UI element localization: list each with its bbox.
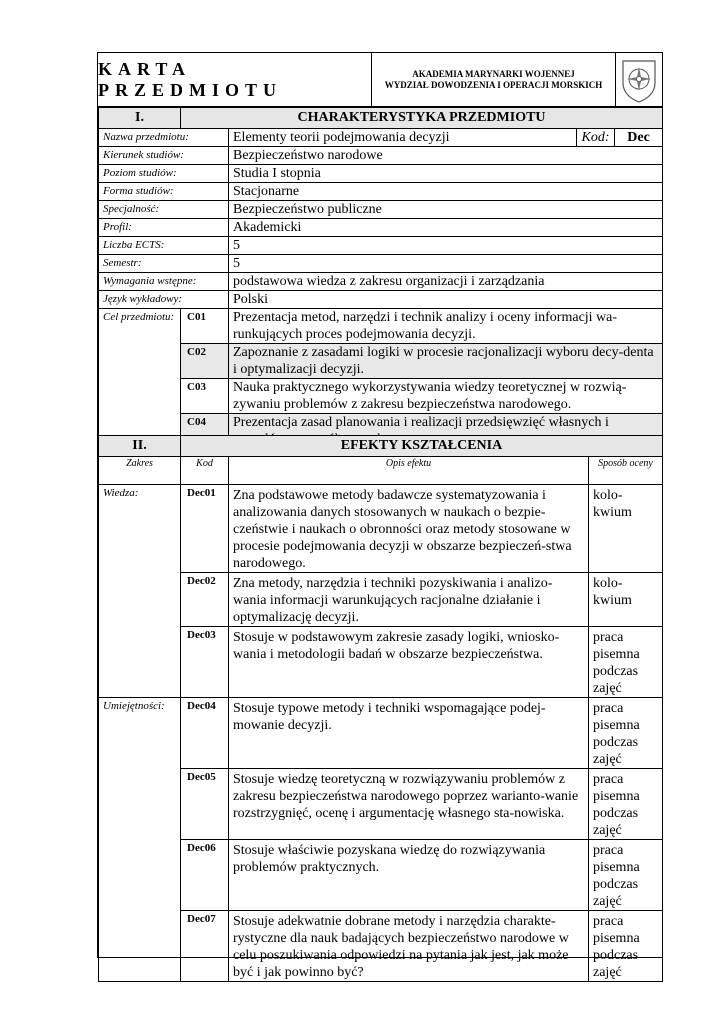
goal-code: C02 xyxy=(181,344,229,379)
column-header-code: Kod xyxy=(181,457,229,485)
effect-description: Stosuje wiedzę teoretyczną w rozwiązywaniu problemów z zakresu bezpieczeństwa narodowego poprzez warianto-wanie rozstrzygnięć, ocenę i argumentację własnego sta-nowiska. xyxy=(229,769,589,840)
field-value: Stacjonarne xyxy=(229,183,663,201)
field-value: 5 xyxy=(229,237,663,255)
effect-code: Dec05 xyxy=(181,769,229,840)
card-title: KARTA PRZEDMIOTU xyxy=(98,53,372,106)
effect-description: Stosuje typowe metody i techniki wspomagające podej-mowanie decyzji. xyxy=(229,698,589,769)
field-value: Studia I stopnia xyxy=(229,165,663,183)
course-code-value: Dec xyxy=(615,129,663,147)
scope-knowledge: Wiedza: xyxy=(99,485,181,698)
effect-code: Dec04 xyxy=(181,698,229,769)
section-2-title: EFEKTY KSZTAŁCENIA xyxy=(181,436,663,457)
field-value: Akademicki xyxy=(229,219,663,237)
institution-line-2: WYDZIAŁ DOWODZENIA I OPERACJI MORSKICH xyxy=(384,79,603,90)
effect-method: kolo-kwium xyxy=(589,485,663,573)
course-code-label: Kod: xyxy=(577,129,615,147)
course-card xyxy=(97,52,663,980)
effect-code: Dec06 xyxy=(181,840,229,911)
goal-text: Prezentacja zasad planowania i realizacji przedsięwzięć własnych i xyxy=(229,414,663,449)
field-label: Wymagania wstępne: xyxy=(99,273,229,291)
field-value: Polski xyxy=(229,291,663,309)
section-1-table xyxy=(98,107,663,449)
field-label: Specjalność: xyxy=(99,201,229,219)
field-label: Język wykładowy: xyxy=(99,291,229,309)
effect-description: Zna metody, narzędzia i techniki pozyskiwania i analizo-wania informacji warunkujących racjonalne działanie i optymalizację decyzji. xyxy=(229,573,589,627)
section-1-title: CHARAKTERYSTYKA PRZEDMIOTU xyxy=(181,108,663,129)
scope-skills: Umiejętności: xyxy=(99,698,181,982)
field-value: Bezpieczeństwo narodowe xyxy=(229,147,663,165)
column-header-scope: Zakres xyxy=(99,457,181,485)
field-value: Bezpieczeństwo publiczne xyxy=(229,201,663,219)
field-label: Semestr: xyxy=(99,255,229,273)
card-header xyxy=(98,53,662,107)
section-2-table xyxy=(98,435,663,982)
effect-code: Dec02 xyxy=(181,573,229,627)
field-label: Kierunek studiów: xyxy=(99,147,229,165)
goal-text: Prezentacja metod, narzędzi i technik analizy i oceny informacji wa-runkujących proces podejmowania decyzji. xyxy=(229,309,663,344)
goal-code: C04 xyxy=(181,414,229,449)
institution-name xyxy=(372,53,616,106)
effect-method: praca pisemna podczas zajęć xyxy=(589,769,663,840)
effect-code: Dec03 xyxy=(181,627,229,698)
effect-code: Dec01 xyxy=(181,485,229,573)
goal-text: Nauka praktycznego wykorzystywania wiedzy teoretycznej w rozwią-zywaniu problemów z zakresu bezpieczeństwa narodowego. xyxy=(229,379,663,414)
effect-description: Stosuje właściwie pozyskana wiedzę do rozwiązywania problemów praktycznych. xyxy=(229,840,589,911)
effect-method: praca pisemna podczas zajęć xyxy=(589,627,663,698)
effect-method: praca pisemna podczas zajęć xyxy=(589,911,663,982)
goal-code: C03 xyxy=(181,379,229,414)
field-value: 5 xyxy=(229,255,663,273)
field-label: Forma studiów: xyxy=(99,183,229,201)
goal-code: C01 xyxy=(181,309,229,344)
column-header-description: Opis efektu xyxy=(229,457,589,485)
field-value: podstawowa wiedza z zakresu organizacji i zarządzania xyxy=(229,273,663,291)
institution-line-1: AKADEMIA MARYNARKI WOJENNEJ xyxy=(412,68,575,79)
effect-description: Zna podstawowe metody badawcze systematyzowania i analizowania danych stosowanych w naukach o bezpie-czeństwie i naukach o obronności oraz metody stosowane w procesie podejmowania decyzji w obszarze bezpieczeń-stwa narodowego. xyxy=(229,485,589,573)
column-header-method: Sposób oceny xyxy=(589,457,663,485)
section-1-number: I. xyxy=(99,108,181,129)
field-label: Liczba ECTS: xyxy=(99,237,229,255)
effect-method: praca pisemna podczas zajęć xyxy=(589,840,663,911)
goal-text: Zapoznanie z zasadami logiki w procesie racjonalizacji wyboru decy-denta i optymalizacji decyzji. xyxy=(229,344,663,379)
field-label: Poziom studiów: xyxy=(99,165,229,183)
goals-label: Cel przedmiotu: xyxy=(99,309,181,449)
effect-description: Stosuje w podstawowym zakresie zasady logiki, wniosko-wania i metodologii badań w obszarze bezpieczeństwa. xyxy=(229,627,589,698)
navy-academy-emblem-icon xyxy=(616,53,662,106)
field-label: Profil: xyxy=(99,219,229,237)
effect-description: Stosuje adekwatnie dobrane metody i narzędzia charakte-rystyczne dla nauk badających bezpieczeństwo narodowe w celu poszukiwania odpowiedzi na pytania jak jest, jak może być i jak powinno być? xyxy=(229,911,589,982)
course-name-value: Elementy teorii podejmowania decyzji xyxy=(229,129,577,147)
effect-method: kolo-kwium xyxy=(589,573,663,627)
course-name-label: Nazwa przedmiotu: xyxy=(99,129,229,147)
section-2-number: II. xyxy=(99,436,181,457)
effect-method: praca pisemna podczas zajęć xyxy=(589,698,663,769)
effect-code: Dec07 xyxy=(181,911,229,982)
